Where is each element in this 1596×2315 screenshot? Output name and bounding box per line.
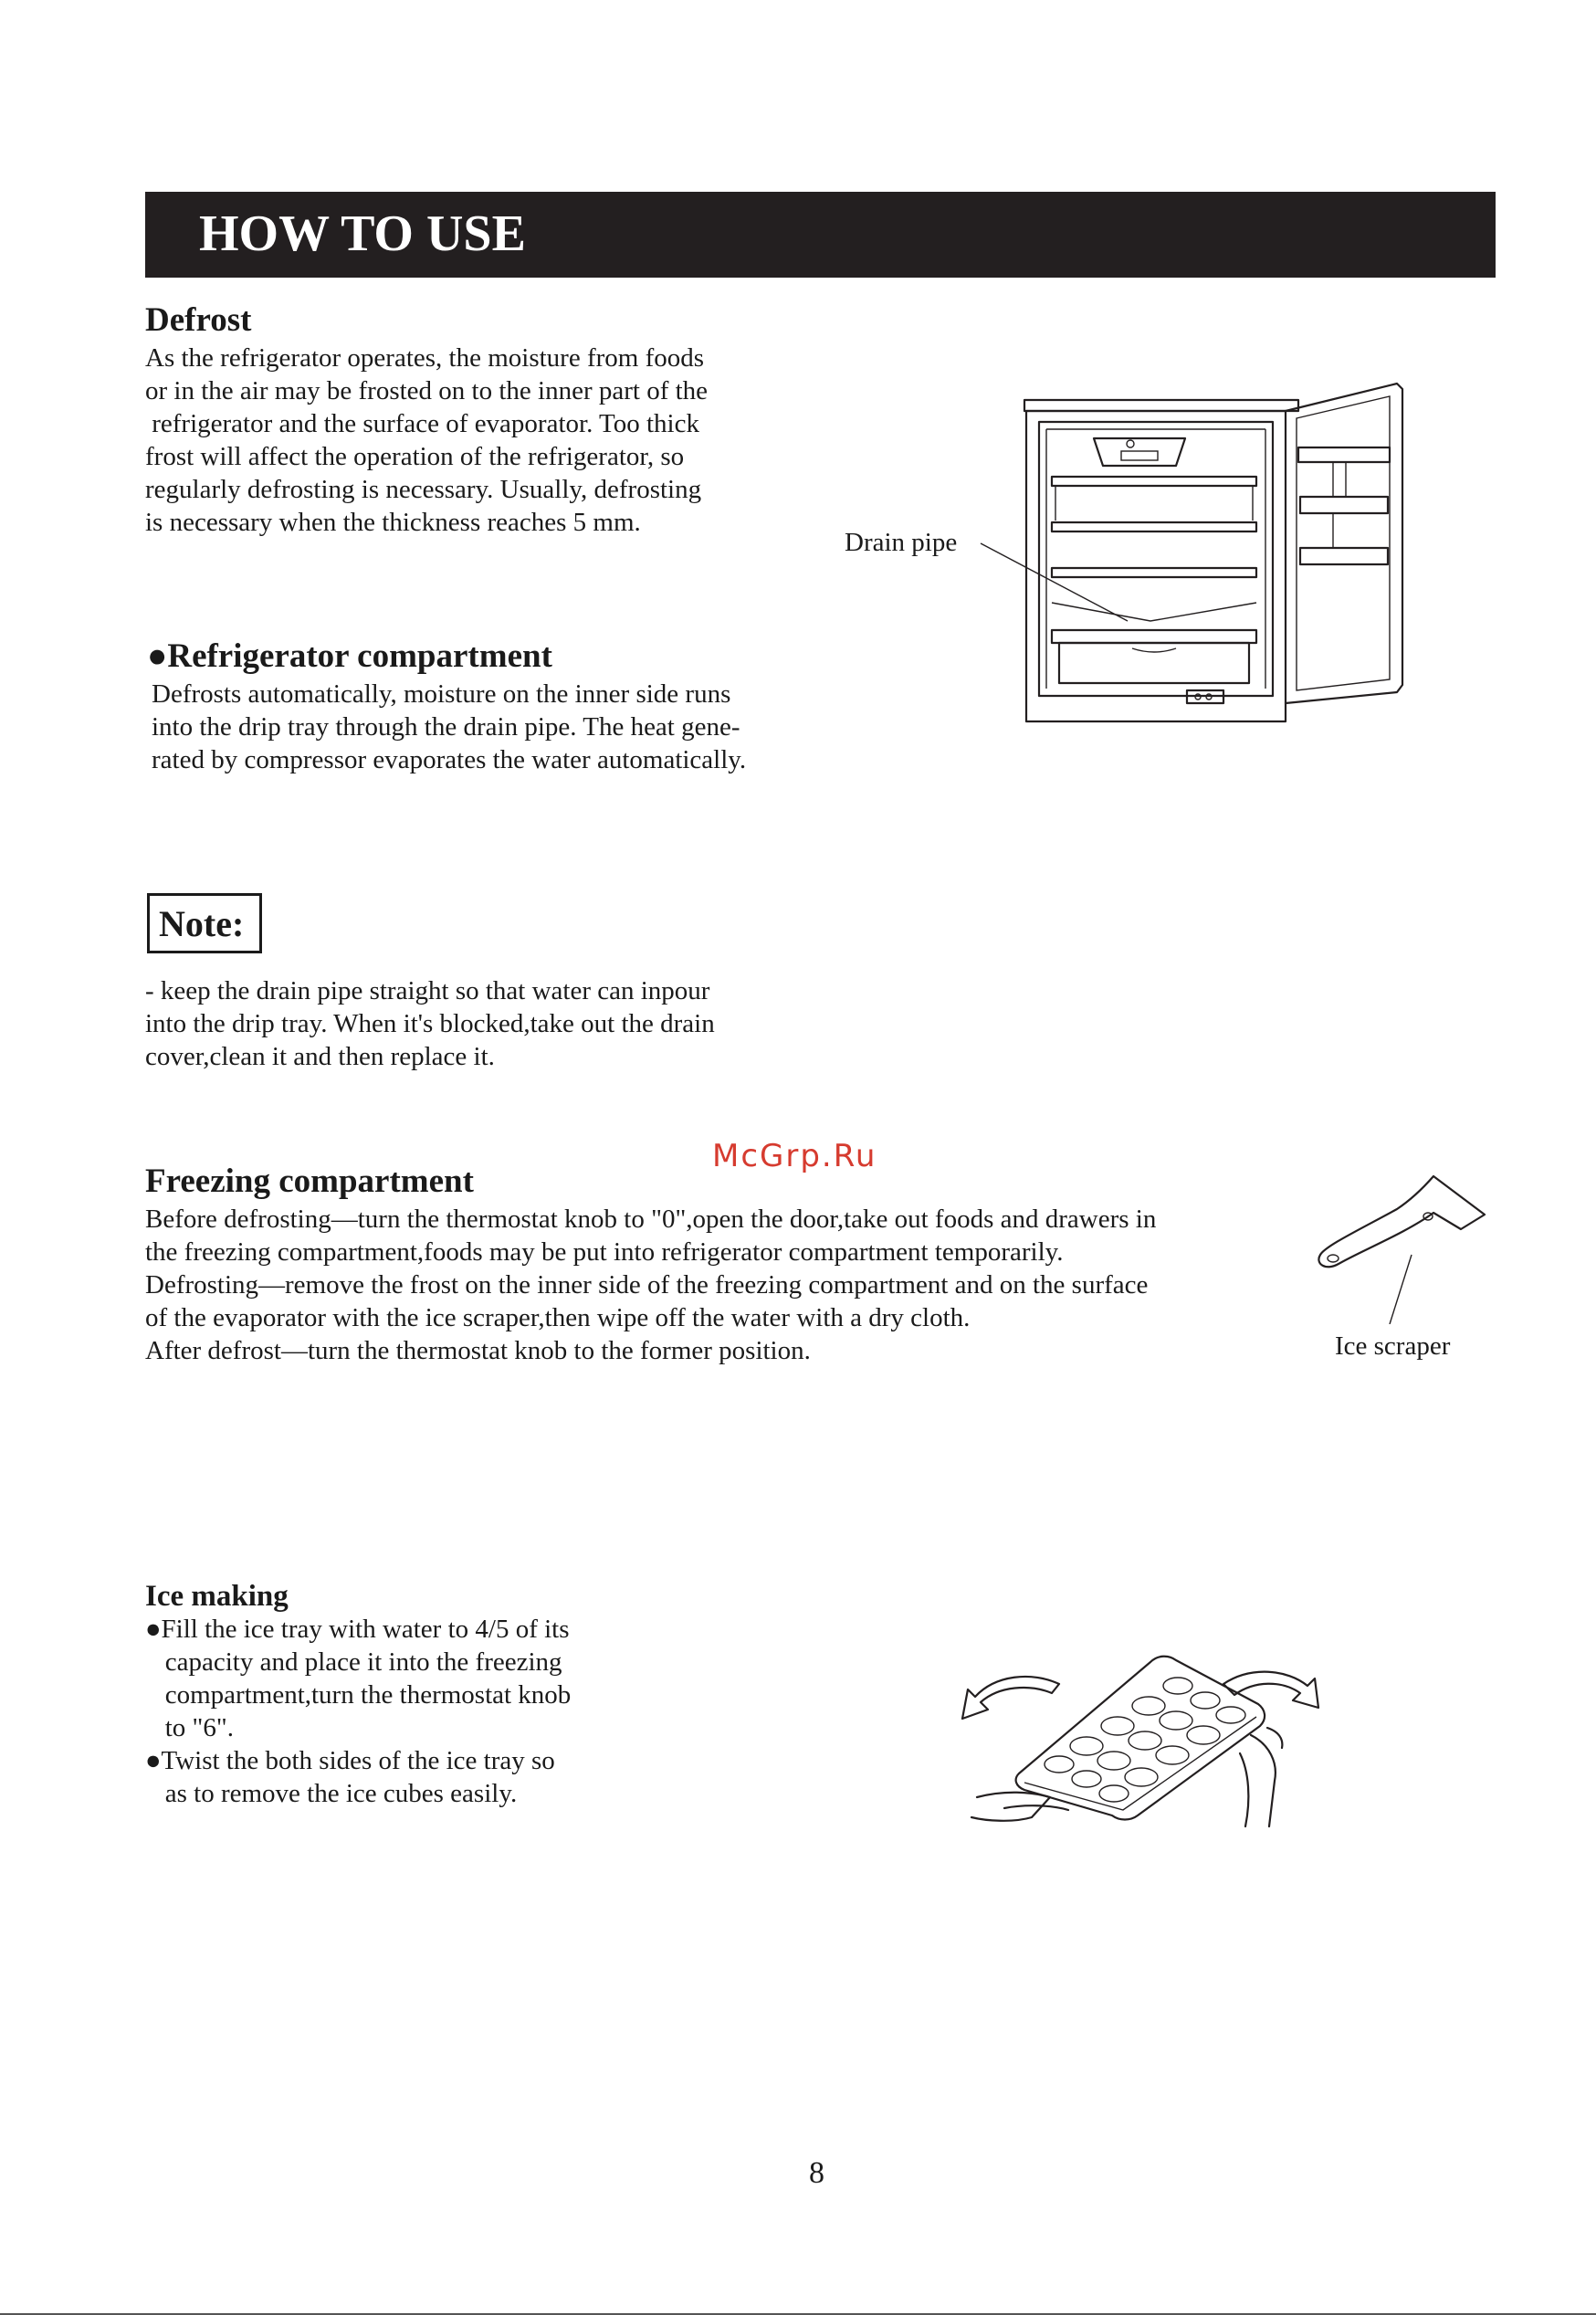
freezing-line: Defrosting—remove the frost on the inner side of the freezing compartment and on the surface: [145, 1270, 1149, 1300]
ice-scraper-illustration: [1306, 1169, 1488, 1324]
note-box: [147, 893, 262, 953]
page-title: HOW TO USE: [199, 205, 526, 262]
ice-making-paragraph: [145, 1613, 571, 1810]
defrost-line: regularly defrosting is necessary. Usually, defrosting: [145, 475, 702, 504]
defrost-line: refrigerator and the surface of evaporator. Too thick: [145, 409, 699, 438]
refrigerator-compartment-paragraph: [152, 678, 746, 776]
ice-making-line: ●Fill the ice tray with water to 4/5 of its: [145, 1615, 570, 1644]
ice-making-heading: Ice making: [145, 1580, 289, 1613]
freezing-line: Before defrosting—turn the thermostat knob to "0",open the door,take out foods and drawers in: [145, 1205, 1157, 1234]
refrigerator-line: rated by compressor evaporates the water automatically.: [152, 745, 747, 774]
note-line: into the drip tray. When it's blocked,take out the drain: [145, 1009, 715, 1038]
drain-pipe-caption: Drain pipe: [845, 528, 958, 557]
freezing-line: of the evaporator with the ice scraper,then wipe off the water with a dry cloth.: [145, 1303, 971, 1332]
refrigerator-line: into the drip tray through the drain pipe. The heat gene-: [152, 712, 740, 742]
refrigerator-illustration: [968, 374, 1406, 731]
refrigerator-compartment-heading: ●Refrigerator compartment: [147, 637, 552, 675]
note-paragraph: [145, 974, 715, 1073]
ice-making-line: capacity and place it into the freezing: [145, 1647, 562, 1677]
note-line: - keep the drain pipe straight so that water can inpour: [145, 976, 710, 1005]
defrost-line: As the refrigerator operates, the moisture from foods: [145, 343, 705, 373]
freezing-compartment-paragraph: [145, 1203, 1156, 1367]
defrost-line: frost will affect the operation of the refrigerator, so: [145, 442, 685, 471]
defrost-line: is necessary when the thickness reaches 5 mm.: [145, 508, 641, 537]
watermark: McGrp.Ru: [712, 1138, 877, 1174]
ice-making-line: ●Twist the both sides of the ice tray so: [145, 1746, 555, 1775]
ice-making-line: compartment,turn the thermostat knob: [145, 1680, 572, 1710]
refrigerator-line: Defrosts automatically, moisture on the inner side runs: [152, 679, 731, 709]
header-bar: [145, 192, 1496, 278]
ice-making-line: to "6".: [145, 1713, 234, 1742]
defrost-heading: Defrost: [145, 301, 252, 339]
freezing-compartment-heading: Freezing compartment: [145, 1163, 474, 1200]
defrost-paragraph: [145, 342, 708, 539]
note-label: Note:: [159, 903, 245, 944]
note-line: cover,clean it and then replace it.: [145, 1042, 495, 1071]
page-number: 8: [809, 2156, 824, 2190]
ice-tray-illustration: [950, 1644, 1333, 1836]
ice-making-line: as to remove the ice cubes easily.: [145, 1779, 518, 1808]
freezing-line: After defrost—turn the thermostat knob to the former position.: [145, 1336, 811, 1365]
ice-scraper-caption: Ice scraper: [1335, 1331, 1451, 1361]
defrost-line: or in the air may be frosted on to the inner part of the: [145, 376, 709, 405]
freezing-line: the freezing compartment,foods may be put into refrigerator compartment temporarily.: [145, 1237, 1064, 1267]
